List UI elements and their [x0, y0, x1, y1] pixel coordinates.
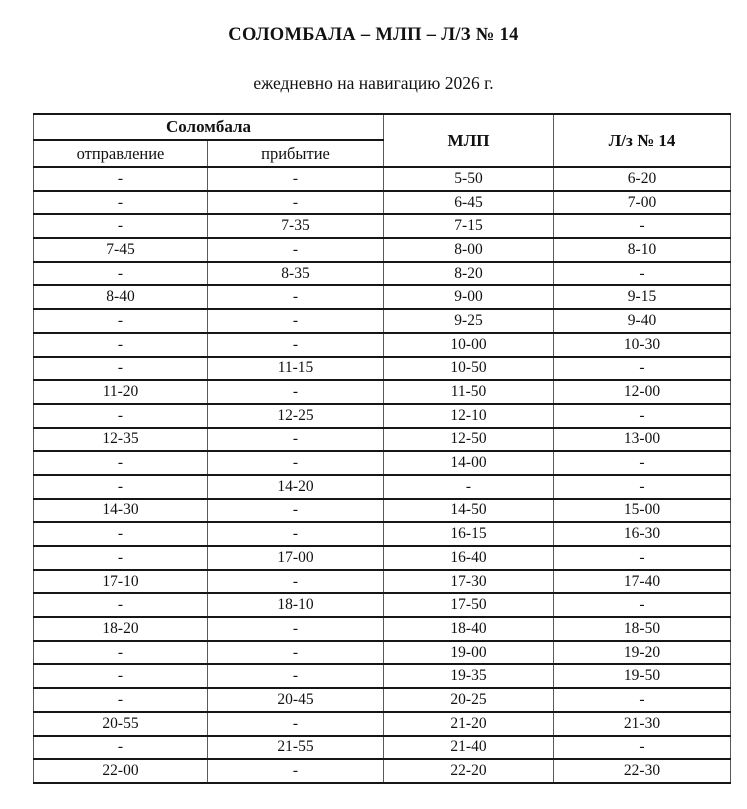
- table-row: [34, 664, 731, 688]
- time-cell: -: [34, 262, 208, 286]
- time-cell: 15-00: [554, 499, 731, 523]
- time-cell: 9-00: [384, 285, 554, 309]
- time-cell: -: [208, 712, 384, 736]
- table-row: [34, 593, 731, 617]
- time-cell: -: [34, 309, 208, 333]
- time-cell: -: [208, 451, 384, 475]
- time-cell: 17-50: [384, 593, 554, 617]
- table-row: [34, 570, 731, 594]
- time-cell: -: [208, 641, 384, 665]
- table-row: [34, 238, 731, 262]
- time-cell: -: [34, 546, 208, 570]
- time-cell: -: [34, 688, 208, 712]
- time-cell: 21-20: [384, 712, 554, 736]
- time-cell: -: [208, 522, 384, 546]
- time-cell: 11-20: [34, 380, 208, 404]
- time-cell: 21-40: [384, 736, 554, 760]
- time-cell: 10-50: [384, 357, 554, 381]
- table-row: [34, 736, 731, 760]
- time-cell: 22-20: [384, 759, 554, 783]
- time-cell: 18-10: [208, 593, 384, 617]
- time-cell: 19-00: [384, 641, 554, 665]
- time-cell: -: [34, 404, 208, 428]
- table-row: [34, 617, 731, 641]
- time-cell: 16-30: [554, 522, 731, 546]
- time-cell: 8-35: [208, 262, 384, 286]
- table-row: [34, 191, 731, 215]
- time-cell: -: [208, 238, 384, 262]
- time-cell: 17-00: [208, 546, 384, 570]
- time-cell: -: [554, 546, 731, 570]
- time-cell: 12-50: [384, 428, 554, 452]
- time-cell: -: [34, 664, 208, 688]
- column-header-solombala: Соломбала: [34, 114, 384, 140]
- table-row: [34, 333, 731, 357]
- time-cell: 18-40: [384, 617, 554, 641]
- time-cell: -: [554, 593, 731, 617]
- time-cell: -: [208, 570, 384, 594]
- time-cell: 10-30: [554, 333, 731, 357]
- table-row: [34, 404, 731, 428]
- time-cell: -: [208, 617, 384, 641]
- time-cell: -: [34, 167, 208, 191]
- time-cell: -: [554, 451, 731, 475]
- time-cell: -: [34, 475, 208, 499]
- table-row: [34, 451, 731, 475]
- time-cell: 20-45: [208, 688, 384, 712]
- time-cell: -: [208, 191, 384, 215]
- table-row: [34, 357, 731, 381]
- table-row: [34, 499, 731, 523]
- table-row: [34, 759, 731, 783]
- time-cell: 7-00: [554, 191, 731, 215]
- timetable-body: [34, 167, 731, 783]
- header-group-row: [34, 114, 731, 140]
- time-cell: 12-25: [208, 404, 384, 428]
- schedule-table: [33, 113, 731, 784]
- table-row: [34, 214, 731, 238]
- table-row: [34, 285, 731, 309]
- time-cell: -: [554, 404, 731, 428]
- page-title: СОЛОМБАЛА – МЛП – Л/З № 14: [228, 25, 519, 45]
- time-cell: 11-15: [208, 357, 384, 381]
- time-cell: 18-50: [554, 617, 731, 641]
- time-cell: 7-35: [208, 214, 384, 238]
- table-row: [34, 309, 731, 333]
- time-cell: 16-40: [384, 546, 554, 570]
- time-cell: -: [384, 475, 554, 499]
- time-cell: 8-10: [554, 238, 731, 262]
- time-cell: 17-40: [554, 570, 731, 594]
- time-cell: -: [34, 333, 208, 357]
- table-row: [34, 641, 731, 665]
- time-cell: -: [34, 214, 208, 238]
- table-row: [34, 262, 731, 286]
- time-cell: -: [208, 309, 384, 333]
- time-cell: 7-45: [34, 238, 208, 262]
- time-cell: 21-30: [554, 712, 731, 736]
- time-cell: -: [208, 380, 384, 404]
- time-cell: 9-15: [554, 285, 731, 309]
- time-cell: 20-25: [384, 688, 554, 712]
- time-cell: 18-20: [34, 617, 208, 641]
- time-cell: 16-15: [384, 522, 554, 546]
- time-cell: -: [208, 499, 384, 523]
- time-cell: -: [554, 357, 731, 381]
- table-row: [34, 428, 731, 452]
- time-cell: 20-55: [34, 712, 208, 736]
- time-cell: -: [34, 641, 208, 665]
- time-cell: -: [34, 736, 208, 760]
- time-cell: -: [208, 333, 384, 357]
- time-cell: 5-50: [384, 167, 554, 191]
- time-cell: 6-20: [554, 167, 731, 191]
- time-cell: -: [208, 285, 384, 309]
- time-cell: -: [208, 759, 384, 783]
- page-subtitle: ежедневно на навигацию 2026 г.: [253, 73, 494, 93]
- time-cell: 19-35: [384, 664, 554, 688]
- schedule-table-header: [34, 114, 731, 167]
- time-cell: 8-20: [384, 262, 554, 286]
- table-row: [34, 167, 731, 191]
- table-row: [34, 380, 731, 404]
- column-header-arrival: прибытие: [208, 140, 384, 167]
- time-cell: 17-30: [384, 570, 554, 594]
- time-cell: 12-10: [384, 404, 554, 428]
- column-header-lz14: Л/з № 14: [554, 114, 731, 167]
- time-cell: 14-50: [384, 499, 554, 523]
- table-row: [34, 546, 731, 570]
- time-cell: 8-00: [384, 238, 554, 262]
- table-row: [34, 688, 731, 712]
- time-cell: 9-25: [384, 309, 554, 333]
- time-cell: 10-00: [384, 333, 554, 357]
- time-cell: 21-55: [208, 736, 384, 760]
- time-cell: 14-20: [208, 475, 384, 499]
- time-cell: 19-50: [554, 664, 731, 688]
- time-cell: -: [34, 593, 208, 617]
- time-cell: 17-10: [34, 570, 208, 594]
- time-cell: 9-40: [554, 309, 731, 333]
- time-cell: -: [554, 475, 731, 499]
- time-cell: -: [554, 688, 731, 712]
- time-cell: 13-00: [554, 428, 731, 452]
- time-cell: 12-00: [554, 380, 731, 404]
- time-cell: 11-50: [384, 380, 554, 404]
- time-cell: -: [554, 214, 731, 238]
- column-header-departure: отправление: [34, 140, 208, 167]
- time-cell: -: [34, 191, 208, 215]
- time-cell: 22-30: [554, 759, 731, 783]
- column-header-mlp: МЛП: [384, 114, 554, 167]
- time-cell: -: [34, 357, 208, 381]
- time-cell: -: [208, 167, 384, 191]
- time-cell: -: [34, 451, 208, 475]
- time-cell: 7-15: [384, 214, 554, 238]
- time-cell: 14-00: [384, 451, 554, 475]
- time-cell: 6-45: [384, 191, 554, 215]
- time-cell: 14-30: [34, 499, 208, 523]
- time-cell: 8-40: [34, 285, 208, 309]
- time-cell: 19-20: [554, 641, 731, 665]
- time-cell: -: [208, 664, 384, 688]
- time-cell: -: [208, 428, 384, 452]
- table-row: [34, 522, 731, 546]
- time-cell: 22-00: [34, 759, 208, 783]
- time-cell: -: [34, 522, 208, 546]
- table-row: [34, 475, 731, 499]
- time-cell: 12-35: [34, 428, 208, 452]
- table-row: [34, 712, 731, 736]
- time-cell: -: [554, 736, 731, 760]
- time-cell: -: [554, 262, 731, 286]
